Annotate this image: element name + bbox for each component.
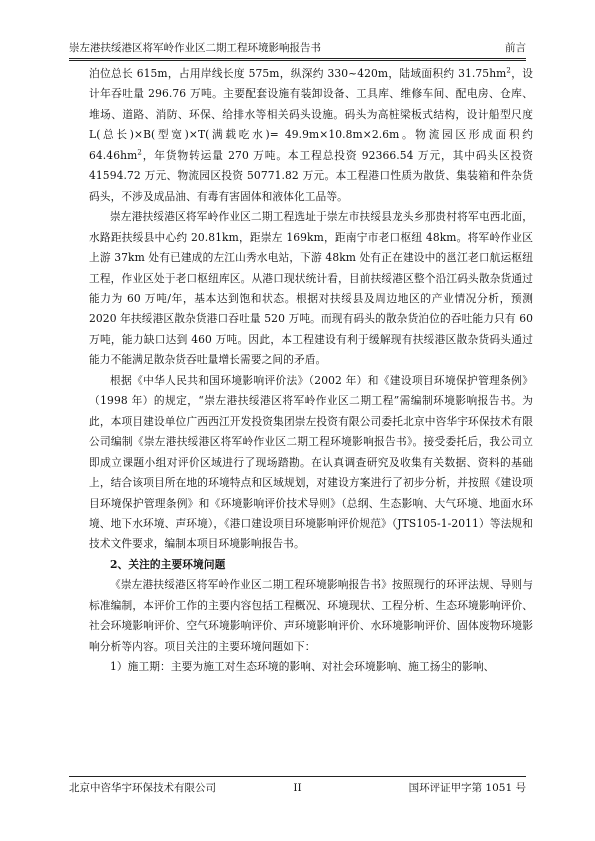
report-title: 崇左港扶绥港区将军岭作业区二期工程环境影响报告书: [69, 42, 321, 54]
page-footer: [69, 779, 526, 797]
paragraph-location: 崇左港扶绥港区将军岭作业区二期工程选址于崇左市扶绥县龙头乡那贵村将军屯西北面，水路距扶绥县中心约 20.81km，距崇左 169km，距南宁市老口枢纽 48km。将军岭作业区上游 37km 处有已建成的左江山秀水电站，下游 48km 处有正在建设中的邕江老口航运枢纽工程，作业区处于老口枢纽库区。从港口现状统计看，目前扶绥港区整个沿江码头散杂货通过能力为 60 万吨/年，基本达到饱和状态。根据对扶绥县及周边地区的产业情况分析，预测 2020 年扶绥港区散杂货港口吞吐量 520 万吨。而现有码头的散杂货泊位的吞吐能力只有 60 万吨，能力缺口达到 460 万吨。因此，本工程建设有利于缓解现有扶绥港区散杂货码头通过能力不能满足散杂货吞吐量增长需要之间的矛盾。: [89, 210, 533, 367]
footer-rule: [69, 776, 526, 777]
page-body: [89, 64, 533, 678]
header-rule: [69, 58, 526, 61]
page-number: II: [293, 782, 302, 794]
paragraph-legal-basis: 根据《中华人民共和国环境影响评价法》（2002 年）和《建设项目环境保护管理条例》（1998 年）的规定，“崇左港扶绥港区将军岭作业区二期工程”需编制环境影响报告书。为此，本项目建设单位广西西江开发投资集团崇左投资有限公司委托北京中咨华宇环保技术有限公司编制《崇左港扶绥港区将军岭作业区二期工程环境影响报告书》。接受委托后，我公司立即成立课题小组对评价区域进行了现场踏勘。在认真调查研究及收集有关数据、资料的基础上，结合该项目所在地的环境特点和区域规划，对建设方案进行了初步分析，并按照《建设项目环境保护管理条例》和《环境影响评价技术导则》（总纲、生态影响、大气环境、地面水环境、地下水环境、声环境），《港口建设项目环境影响评价规范》（JTS105-1-2011）等法规和技术文件要求，编制本项目环境影响报告书。: [89, 373, 533, 551]
paragraph-text: 泊位总长 615m，占用岸线长度 575m，纵深约 330~420m，陆域面积约 31.75hm: [89, 67, 507, 80]
paragraph-project-scale: [89, 64, 533, 207]
section-heading: 2、关注的主要环境问题: [110, 557, 226, 571]
page-header: [69, 38, 526, 58]
superscript: 2: [137, 148, 142, 157]
section-name: 前言: [505, 42, 526, 54]
paragraph-construction-period: 1）施工期：主要为施工对生态环境的影响、对社会环境影响、施工扬尘的影响、: [110, 660, 495, 674]
paragraph-text: ，设计年吞吐量 296.76 万吨。主要配套设施有装卸设备、工具库、维修车间、配电房、仓库、堆场、道路、消防、环保、给排水等相关码头设施。码头为高桩梁板式结构，设计船型尺度 L(总长)×B(型宽)×T(满载吃水)= 49.9m×10.8m×2.6m。物流园区形成面积约 64.46hm: [89, 67, 533, 162]
company-name: 北京中咨华宇环保技术有限公司: [69, 782, 216, 794]
paragraph-environmental-issues: 《崇左港扶绥港区将军岭作业区二期工程环境影响报告书》按照现行的环评法规、导则与标准编制，本评价工作的主要内容包括工程概况、环境现状、工程分析、生态环境影响评价、社会环境影响评价、空气环境影响评价、声环境影响评价、水环境影响评价、固体废物环境影响分析等内容。项目关注的主要环境问题如下：: [89, 578, 533, 653]
paragraph-text: ，年货物转运量 270 万吨。本工程总投资 92366.54 万元，其中码头区投资 41594.72 万元、物流园区投资 50771.82 万元。本工程港口性质为散货、集装箱和件杂货码头，不涉及成品油、有毒有害固体和液体化工品等。: [89, 148, 533, 203]
certificate-number: 国环评证甲字第 1051 号: [408, 782, 526, 794]
superscript: 2: [506, 66, 511, 75]
